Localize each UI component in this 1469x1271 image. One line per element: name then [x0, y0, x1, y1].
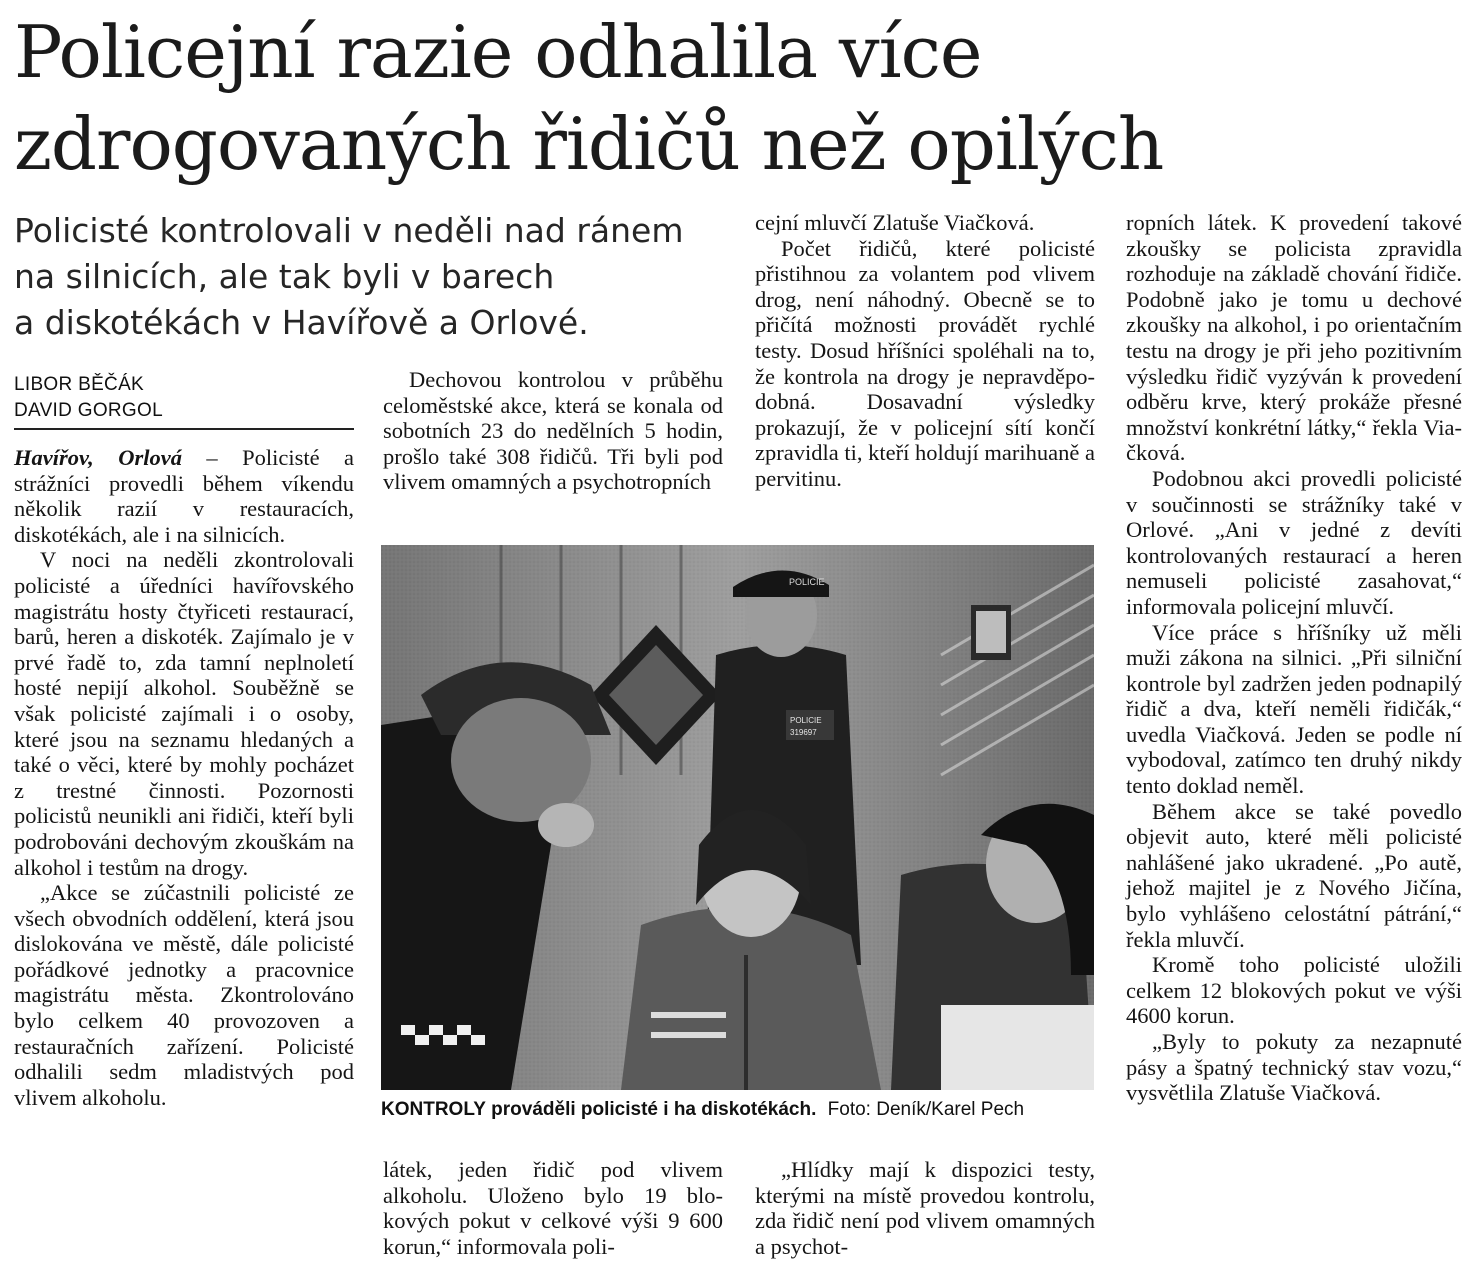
photo-illustration	[381, 545, 1094, 1090]
author-2: DAVID GORGOL	[14, 400, 163, 421]
paragraph-5: cejní mluvčí Zlatuše Viačková.	[755, 210, 1035, 235]
paragraph-8: Podobnou akci provedli policisté v součinnosti se strážníky také v Orlové. „Ani v jedné z devíti kontrolovaných restaurací a heren nemuseli policisté zasahovat,“ informovala policejní mluvčí.	[1126, 465, 1462, 619]
column-2-bottom	[383, 1157, 723, 1259]
svg-text:POLICIE: POLICIE	[789, 577, 825, 587]
lead-line-3: a diskotékách v Havířově a Orlové.	[14, 303, 589, 342]
badge-text-2: 319697	[790, 728, 817, 737]
paragraph-2: V noci na neděli zkontrolovali policisté a úředníci havířovského magistrátu hosty čtyřiceti restaurací, barů, heren a diskoték. Zajímalo je v prvé řadě to, zda tamní neplnoletí hosté nepijí alkohol. Souběžně se však policisté zajímali i o osoby, které jsou na seznamu hledaných a také o věci, které by mohly pocházet z trestné činnosti. Pozornosti policistů neunikli ani řidiči, kteří byli podrobováni dechovým zkouškám na alkohol i testům na drogy.	[14, 547, 354, 880]
lead-line-1: Policisté kontrolovali v neděli nad ránem	[14, 211, 684, 250]
paragraph-12: „Byly to pokuty za nezapnuté pásy a špatný technický stav vozu,“ vysvětlila Zlatuše Viačková.	[1126, 1029, 1462, 1106]
byline	[14, 372, 354, 430]
paragraph-13: látek, jeden řidič pod vlivem alkoholu. Uloženo bylo 19 blokových pokut v celkové výši 9 600 korun,“ informovala poli-	[383, 1157, 723, 1259]
paragraph-4: Dechovou kontrolou v průběhu celoměstské akce, která se konala od sobotních 23 do nedělních 5 hodin, prošlo také 308 řidičů. Tři byli pod vlivem omamných a psychotropních	[383, 367, 723, 495]
lead-line-2: na silnicích, ale tak byli v barech	[14, 257, 555, 296]
headline	[14, 6, 1454, 190]
caption-text: prováděli policisté i ha diskotékách.	[491, 1099, 817, 1120]
column-3-top	[755, 210, 1095, 492]
column-1	[14, 445, 354, 1110]
caption-lead: KONTROLY	[381, 1099, 486, 1120]
news-photo	[381, 545, 1094, 1090]
headline-line-2: zdrogovaných řidičů než opilých	[14, 102, 1164, 186]
photo-caption	[381, 1098, 1094, 1122]
dateline: Havířov, Orlová	[14, 445, 182, 470]
paragraph-9: Více práce s hříšníky už měli muži zákona na silnici. „Při silniční kontrole byl zadržen jeden podnapilý řidič a dva, kteří neměli řidičák,“ uvedla Viačková. Jeden se podle ní vybodoval, zatímco ten druhý nikdy tento doklad neměl.	[1126, 619, 1462, 799]
column-4	[1126, 210, 1462, 1106]
paragraph-3: „Akce se zúčastnili policisté ze všech obvodních oddělení, která jsou dislokována ve městě, dále policisté pořádkové jednotky a pracovnice magistrátu města. Zkontrolováno bylo celkem 40 provozoven a restauračních zařízení. Policisté odhalili sedm mladistvých pod vlivem alkoholu.	[14, 880, 354, 1110]
headline-line-1: Policejní razie odhalila více	[14, 10, 982, 94]
badge-text-1: POLICIE	[790, 716, 822, 725]
paragraph-1-text: – Policisté a strážníci provedli během víkendu několik razií v restauracích, diskotékách, ale i na silnicích.	[14, 445, 354, 547]
paragraph-6: Počet řidičů, které policisté přistihnou za volantem pod vlivem drog, není náhodný. Obecně se to přičítá možnosti provádět rychlé testy. Dosud hříšníci spoléhali na to, že kontrola na drogy je nepravděpodobná. Dosavadní výsledky prokazují, že v policejní sítí končí zpravidla ti, kteří holdují marihuaně a pervitinu.	[755, 235, 1095, 491]
paragraph-1	[14, 445, 354, 547]
paragraph-14: „Hlídky mají k dispozici testy, kterými na místě provedou kontrolu, zda řidič není pod vlivem omamných a psychot-	[755, 1157, 1095, 1259]
paragraph-11: Kromě toho policisté uložili celkem 12 blokových pokut ve výši 4600 korun.	[1126, 952, 1462, 1029]
column-2-top	[383, 367, 723, 495]
photo-credit: Foto: Deník/Karel Pech	[827, 1099, 1025, 1120]
paragraph-10: Během akce se také povedlo objevit auto, které měli policisté nahlášené jako ukradené. „Po autě, jehož majitel je z Nového Jičína, bylo vyhlášeno celostátní pátrání,“ řekla mluvčí.	[1126, 798, 1462, 952]
lead-paragraph	[14, 208, 744, 346]
paragraph-7: ropních látek. K provedení takové zkoušky se policista zpravidla rozhoduje na základě chování řidiče. Podobně jako je tomu u dechové zkoušky na alkohol, i po orientačním testu na drogy je při jeho pozitivním výsledku řidič vyzýván k provedení odběru krve, který prokáže přesné množství konkrétní látky,“ řekla Viačková.	[1126, 210, 1462, 466]
column-3-bottom	[755, 1157, 1095, 1259]
author-1: LIBOR BĚČÁK	[14, 374, 145, 395]
